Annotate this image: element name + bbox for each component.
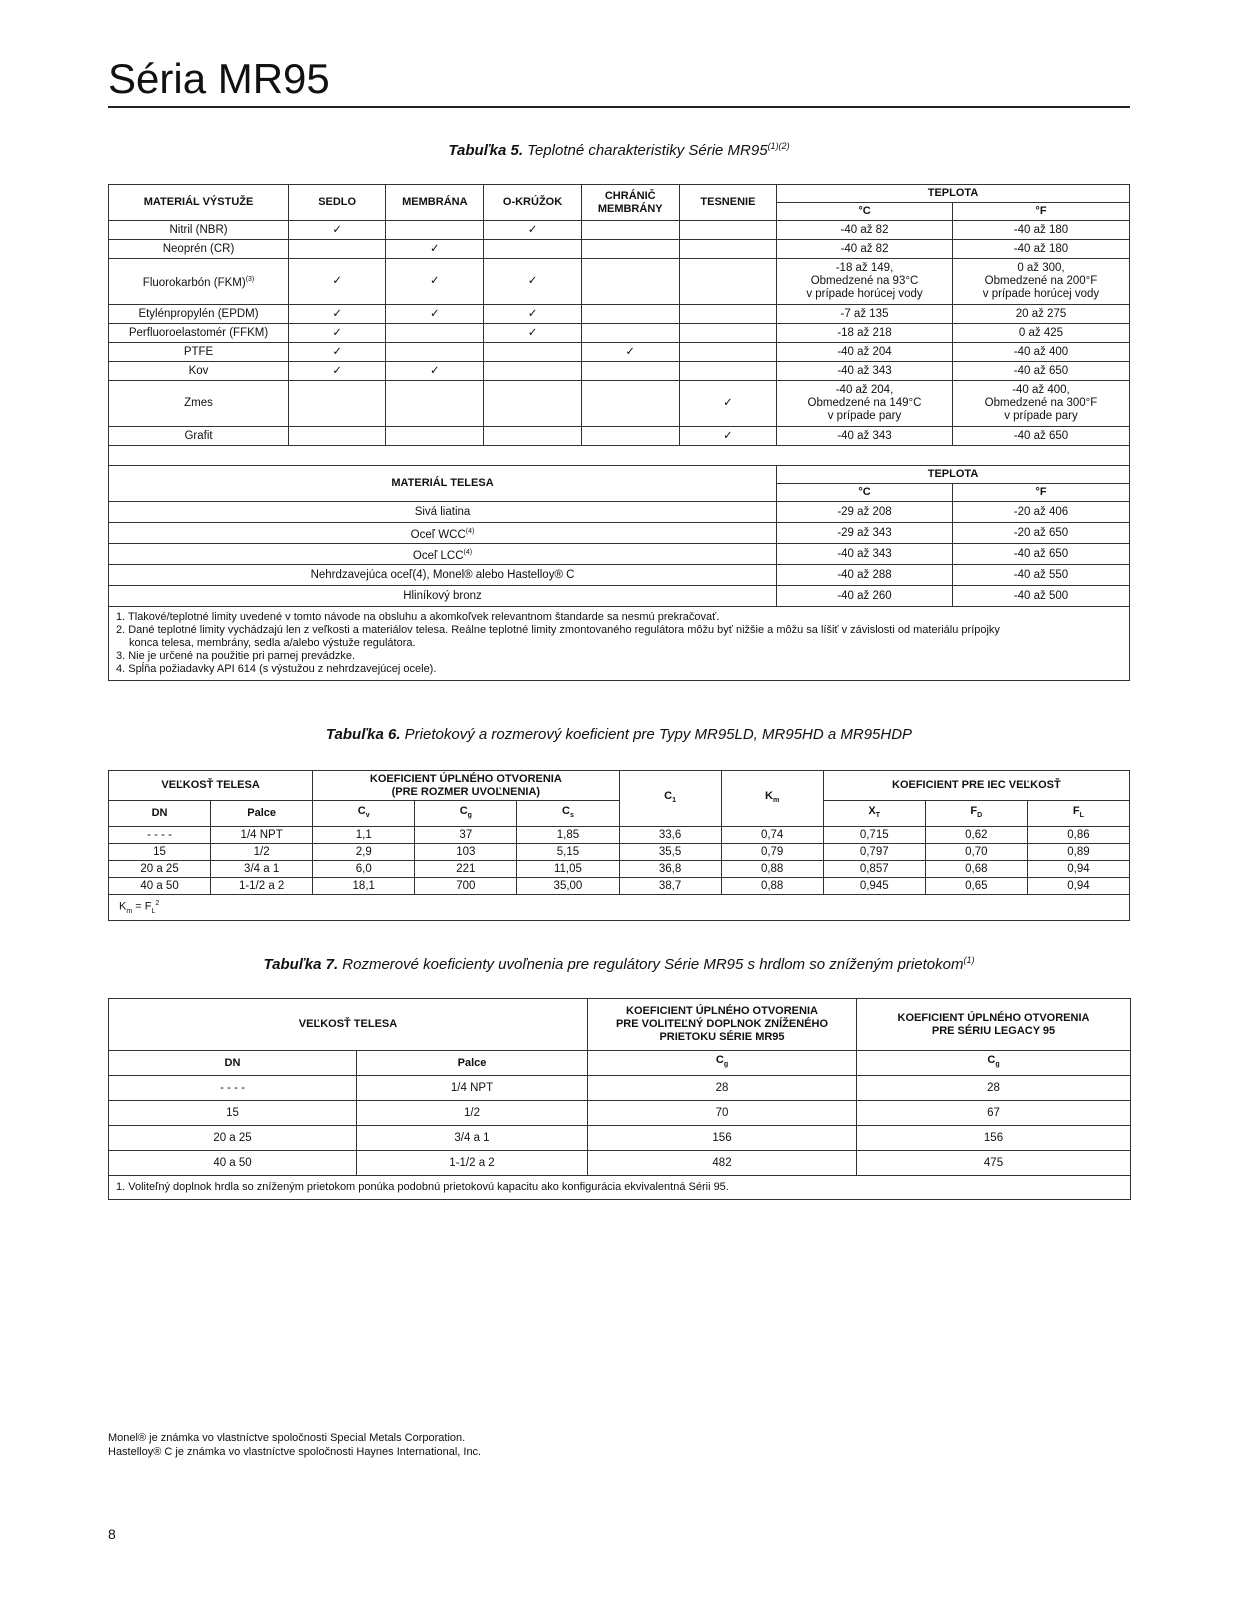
t5-temp-f: -40 až 180 <box>952 221 1129 240</box>
check-icon: ✓ <box>430 364 440 377</box>
t6-cell: 1,85 <box>517 827 619 844</box>
t5-temp-c: -40 až 82 <box>777 221 953 240</box>
t5-material-cell <box>109 259 289 305</box>
t5-mark-cell <box>679 324 776 343</box>
t5-header-membrana: MEMBRÁNA <box>386 185 484 221</box>
t5-mark-cell <box>289 343 386 362</box>
check-icon: ✓ <box>332 307 342 320</box>
t5-body <box>109 221 1130 446</box>
page-number: 8 <box>108 1526 116 1542</box>
t5-body-material <box>109 523 777 544</box>
t5-mark-cell <box>484 381 581 427</box>
t5-mark-cell <box>484 240 581 259</box>
t5-body-material <box>109 502 777 523</box>
t5-body-temp-c: -29 až 208 <box>777 502 953 523</box>
table-row <box>109 861 1130 878</box>
t5-temp-f: 0 až 425 <box>952 324 1129 343</box>
table-row <box>109 343 1130 362</box>
check-icon: ✓ <box>625 345 636 358</box>
t5-body-temp-f: -40 až 650 <box>952 544 1129 565</box>
t5-material-name: Grafit <box>184 429 213 442</box>
t5-header-c: °C <box>777 203 953 221</box>
t6-cell: 38,7 <box>619 878 721 895</box>
t5-temp-c: -18 až 218 <box>777 324 953 343</box>
t5-body-header-c: °C <box>777 484 953 502</box>
t5-note-line: 4. Spĺňa požiadavky API 614 (s výstužou z nehrdzavejúcej ocele). <box>116 663 437 675</box>
t5-body-material-name: Oceľ LCC <box>412 549 464 562</box>
check-icon: ✓ <box>332 364 342 377</box>
t5-mark-cell <box>581 240 679 259</box>
table7-caption-sup: (1) <box>963 955 975 965</box>
t7-cell: 67 <box>857 1101 1131 1126</box>
table5-caption <box>108 141 1130 159</box>
t5-header-teplota: TEPLOTA <box>777 185 1130 203</box>
t5-temp-f: 0 až 300, Obmedzené na 200°F v prípade horúcej vody <box>952 259 1129 305</box>
t6-header-cs: $C_s$ <box>517 801 619 827</box>
check-icon: ✓ <box>332 223 342 236</box>
t5-mark-cell <box>484 221 581 240</box>
t7-header-cg-legacy: $C_g$ <box>857 1051 1131 1076</box>
t5-mark-cell <box>484 343 581 362</box>
t5-material-cell <box>109 305 289 324</box>
t6-cell: 36,8 <box>619 861 721 878</box>
t5-temp-f: 20 až 275 <box>952 305 1129 324</box>
t5-header-material: MATERIÁL VÝSTUŽE <box>109 185 289 221</box>
t6-header-iec: KOEFICIENT PRE IEC VEĽKOSŤ <box>823 771 1129 801</box>
table-row <box>109 502 1130 523</box>
t5-material-name: Fluorokarbón (FKM) <box>142 276 246 289</box>
table-row <box>109 1151 1131 1176</box>
t5-mark-cell <box>679 240 776 259</box>
t5-temp-f: -40 až 180 <box>952 240 1129 259</box>
t6-cell: 0,94 <box>1027 878 1129 895</box>
t7-header-dn: DN <box>109 1051 357 1076</box>
t5-body-material <box>109 586 777 607</box>
t5-note-line: 3. Nie je určené na použitie pri parnej prevádzke. <box>116 650 356 662</box>
t5-temp-f: -40 až 400 <box>952 343 1129 362</box>
t5-body-temp-c: -40 až 288 <box>777 565 953 586</box>
t5-note-line: konca telesa, membrány, sedla a/alebo výstuže regulátora. <box>129 637 416 649</box>
t5-material-cell <box>109 343 289 362</box>
t5-mark-cell <box>386 324 484 343</box>
t7-body <box>109 1076 1131 1176</box>
t6-cell: 18,1 <box>313 878 415 895</box>
check-icon: ✓ <box>430 307 440 320</box>
t5-body-temp-f: -20 až 650 <box>952 523 1129 544</box>
t6-cell: 0,857 <box>823 861 925 878</box>
table5 <box>108 184 1130 681</box>
t7-cell: 475 <box>857 1151 1131 1176</box>
t5-temp-c: -40 až 343 <box>777 362 953 381</box>
t7-cell: 28 <box>588 1076 857 1101</box>
t5-mark-cell <box>581 259 679 305</box>
t5-mark-cell <box>679 343 776 362</box>
check-icon: ✓ <box>723 429 733 442</box>
t6-fl-sub: L <box>1079 812 1084 820</box>
check-icon: ✓ <box>430 242 440 255</box>
t6-header-fd: $F_D$ <box>925 801 1027 827</box>
t5-notes <box>109 607 1130 681</box>
t6-cell: 0,89 <box>1027 844 1129 861</box>
t6-cell: 0,94 <box>1027 861 1129 878</box>
t7-cell: 40 a 50 <box>109 1151 357 1176</box>
table-row <box>109 878 1130 895</box>
t5-body-material <box>109 565 777 586</box>
t7-header-opt: KOEFICIENT ÚPLNÉHO OTVORENIA PRE VOLITEĽNÝ DOPLNOK ZNÍŽENÉHO PRIETOKU SÉRIE MR95 <box>588 999 857 1051</box>
t5-body-temp-f: -40 až 550 <box>952 565 1129 586</box>
t5-mark-cell <box>581 381 679 427</box>
table6-caption-text: Prietokový a rozmerový koeficient pre Typy MR95LD, MR95HD a MR95HDP <box>404 726 913 743</box>
t5-body-material-sup: (4) <box>465 527 475 535</box>
t5-mark-cell <box>679 381 776 427</box>
t5-body-material-name: Nehrdzavejúca oceľ(4), Monel® alebo Hastelloy® C <box>310 568 575 581</box>
page-title: Séria MR95 <box>108 55 330 102</box>
table5-caption-sup: (1)(2) <box>767 141 790 151</box>
t6-header-xt: $X_T$ <box>823 801 925 827</box>
t6-c1-sub: 1 <box>672 797 676 805</box>
check-icon: ✓ <box>723 397 733 409</box>
t5-mark-cell <box>289 259 386 305</box>
t5-mark-cell <box>386 240 484 259</box>
t6-cell: 0,945 <box>823 878 925 895</box>
t6-xt-sub: T <box>875 812 881 820</box>
t6-cg-sub: g <box>467 812 472 820</box>
t6-cell: 33,6 <box>619 827 721 844</box>
t5-header-chranic: CHRÁNIČ MEMBRÁNY <box>581 185 679 221</box>
t5-material-name: Etylénpropylén (EPDM) <box>138 307 259 320</box>
t5-body-temp-c: -40 až 343 <box>777 544 953 565</box>
t5-mark-cell <box>484 324 581 343</box>
t7-cell: - - - - <box>109 1076 357 1101</box>
table6 <box>108 770 1130 921</box>
t6-cell: 35,5 <box>619 844 721 861</box>
t6-header-size: VEĽKOSŤ TELESA <box>109 771 313 801</box>
t5-temp-f: -40 až 650 <box>952 427 1129 446</box>
t7-cell: 28 <box>857 1076 1131 1101</box>
t5-temp-c: -40 až 343 <box>777 427 953 446</box>
t5-material-cell <box>109 362 289 381</box>
t5-spacer <box>109 446 1130 466</box>
table-row <box>109 381 1130 427</box>
t5-material-name: Kov <box>188 364 209 377</box>
table-row <box>109 221 1130 240</box>
t5-temp-c: -18 až 149, Obmedzené na 93°C v prípade horúcej vody <box>777 259 953 305</box>
t5-body-rows <box>109 502 1130 607</box>
t7-header-size: VEĽKOSŤ TELESA <box>109 999 588 1051</box>
table6-caption <box>108 726 1130 743</box>
t7-cell: 156 <box>588 1126 857 1151</box>
t6-cell: 0,74 <box>721 827 823 844</box>
t6-cell: 0,797 <box>823 844 925 861</box>
t5-mark-cell <box>386 381 484 427</box>
t6-cell: 0,68 <box>925 861 1027 878</box>
t6-header-km: $K_m$ <box>721 771 823 827</box>
t6-cell: 103 <box>415 844 517 861</box>
t7-cell: 70 <box>588 1101 857 1126</box>
t5-mark-cell <box>386 305 484 324</box>
t5-body-material-name: Sivá liatina <box>414 505 471 518</box>
t7-cell: 1-1/2 a 2 <box>357 1151 588 1176</box>
t5-material-cell <box>109 324 289 343</box>
t6-cell: 1/4 NPT <box>211 827 313 844</box>
t6-cell: 0,79 <box>721 844 823 861</box>
t5-header-f: °F <box>952 203 1129 221</box>
t5-mark-cell <box>581 343 679 362</box>
t6-fd-sub: D <box>977 812 983 820</box>
t5-header-sedlo: SEDLO <box>289 185 386 221</box>
check-icon: ✓ <box>332 345 342 358</box>
t5-body-temp-c: -40 až 260 <box>777 586 953 607</box>
t6-cell: 1/2 <box>211 844 313 861</box>
t6-header-palce: Palce <box>211 801 313 827</box>
t6-header-cg: $C_g$ <box>415 801 517 827</box>
t5-temp-c: -40 až 82 <box>777 240 953 259</box>
t5-header-tesnenie: TESNENIE <box>679 185 776 221</box>
t6-cell: 221 <box>415 861 517 878</box>
t6-cell: 15 <box>109 844 211 861</box>
footer-hastelloy: Hastelloy® C je známka vo vlastníctve spoločnosti Haynes International, Inc. <box>108 1446 482 1458</box>
t6-cell: 0,88 <box>721 861 823 878</box>
t5-mark-cell <box>581 362 679 381</box>
table7-caption <box>108 955 1130 973</box>
table-row <box>109 427 1130 446</box>
t6-header-cv: $C_v$ <box>313 801 415 827</box>
t5-mark-cell <box>289 381 386 427</box>
t5-note-line: 1. Tlakové/teplotné limity uvedené v tomto návode na obsluhu a akomkoľvek relevantnom štandarde sa nesmú prekračovať. <box>116 611 720 623</box>
table-row <box>109 362 1130 381</box>
t6-header-dn: DN <box>109 801 211 827</box>
title-rule <box>108 106 1130 108</box>
t5-body-temp-f: -20 až 406 <box>952 502 1129 523</box>
t6-note-sub-m: m <box>126 907 133 915</box>
t6-cs-sub: s <box>569 812 574 820</box>
check-icon: ✓ <box>332 326 342 339</box>
t6-cell: 1,1 <box>313 827 415 844</box>
t7-cell: 20 a 25 <box>109 1126 357 1151</box>
trademark-footer <box>108 1431 481 1459</box>
t7-note: 1. Voliteľný doplnok hrdla so zníženým prietokom ponúka podobnú prietokovú kapacitu ako konfigurácia ekvivalentná Sérii 95. <box>109 1176 1131 1200</box>
t5-material-name: Zmes <box>184 397 213 409</box>
t6-header-koef: KOEFICIENT ÚPLNÉHO OTVORENIA (PRE ROZMER UVOĽNENIA) <box>313 771 619 801</box>
table-row <box>109 1126 1131 1151</box>
t6-cell: 37 <box>415 827 517 844</box>
t5-mark-cell <box>289 362 386 381</box>
t6-cell: 700 <box>415 878 517 895</box>
table-row <box>109 1101 1131 1126</box>
t5-temp-f: -40 až 650 <box>952 362 1129 381</box>
t5-material-name: Neoprén (CR) <box>162 242 235 255</box>
t6-header-c1: $C_1$ <box>619 771 721 827</box>
t6-cell: 11,05 <box>517 861 619 878</box>
t5-mark-cell <box>386 427 484 446</box>
t5-mark-cell <box>484 259 581 305</box>
t7-cell: 3/4 a 1 <box>357 1126 588 1151</box>
t6-cell: 0,70 <box>925 844 1027 861</box>
table-row <box>109 240 1130 259</box>
t5-body-material <box>109 544 777 565</box>
t7-cell: 1/4 NPT <box>357 1076 588 1101</box>
t5-mark-cell <box>484 362 581 381</box>
t5-mark-cell <box>581 305 679 324</box>
t7-header-cg-opt: $C_g$ <box>588 1051 857 1076</box>
table-row <box>109 305 1130 324</box>
t5-mark-cell <box>386 362 484 381</box>
t5-mark-cell <box>289 240 386 259</box>
t5-body-material-section <box>109 446 1130 502</box>
table7 <box>108 998 1131 1200</box>
table-row <box>109 844 1130 861</box>
t5-body-material-name: Hliníkový bronz <box>403 589 482 602</box>
t6-cell: 0,65 <box>925 878 1027 895</box>
table-row <box>109 544 1130 565</box>
t5-mark-cell <box>484 305 581 324</box>
check-icon: ✓ <box>527 223 538 236</box>
t7-cell: 482 <box>588 1151 857 1176</box>
t5-mark-cell <box>289 305 386 324</box>
t5-material-name: Nitril (NBR) <box>169 223 228 236</box>
t5-mark-cell <box>581 324 679 343</box>
t5-body-header-f: °F <box>952 484 1129 502</box>
t6-cell: 1-1/2 a 2 <box>211 878 313 895</box>
t7-cell: 1/2 <box>357 1101 588 1126</box>
t5-mark-cell <box>386 259 484 305</box>
t6-cell: 0,86 <box>1027 827 1129 844</box>
t6-body <box>109 827 1130 895</box>
t6-note: $K_m = F_L^2$ <box>109 895 1130 921</box>
t5-temp-c: -40 až 204 <box>777 343 953 362</box>
t6-cell: 0,88 <box>721 878 823 895</box>
table-row <box>109 259 1130 305</box>
table-row <box>109 586 1130 607</box>
check-icon: ✓ <box>527 275 538 287</box>
t6-cell: 2,9 <box>313 844 415 861</box>
t5-material-name: PTFE <box>183 345 214 358</box>
t5-mark-cell <box>386 221 484 240</box>
t6-cell: 40 a 50 <box>109 878 211 895</box>
t5-mark-cell <box>679 427 776 446</box>
check-icon: ✓ <box>332 275 342 287</box>
t6-cell: 0,62 <box>925 827 1027 844</box>
t7-header-legacy: KOEFICIENT ÚPLNÉHO OTVORENIA PRE SÉRIU LEGACY 95 <box>857 999 1131 1051</box>
t5-material-sup: (3) <box>245 276 255 284</box>
check-icon: ✓ <box>527 307 538 320</box>
t5-mark-cell <box>581 427 679 446</box>
table5-caption-text: Teplotné charakteristiky Série MR95 <box>527 142 768 159</box>
t5-mark-cell <box>679 305 776 324</box>
t6-cell: 5,15 <box>517 844 619 861</box>
t6-note-sub-l: L <box>151 907 156 915</box>
t5-body-material-sup: (4) <box>463 548 473 556</box>
t5-mark-cell <box>581 221 679 240</box>
t5-body-header-teplota: TEPLOTA <box>777 466 1130 484</box>
t5-mark-cell <box>484 427 581 446</box>
t5-body-temp-c: -29 až 343 <box>777 523 953 544</box>
t6-cell: 35,00 <box>517 878 619 895</box>
t5-material-name: Perfluoroelastomér (FFKM) <box>128 326 269 339</box>
t5-material-cell <box>109 427 289 446</box>
table7-label: Tabuľka 7. <box>263 956 339 973</box>
check-icon: ✓ <box>430 275 440 287</box>
t5-body-temp-f: -40 až 500 <box>952 586 1129 607</box>
t5-material-cell <box>109 240 289 259</box>
t6-cell: 6,0 <box>313 861 415 878</box>
t6-cell: - - - - <box>109 827 211 844</box>
t5-mark-cell <box>679 259 776 305</box>
t5-mark-cell <box>679 221 776 240</box>
footer-monel: Monel® je známka vo vlastníctve spoločnosti Special Metals Corporation. <box>108 1432 466 1444</box>
t5-mark-cell <box>679 362 776 381</box>
t5-body-header: MATERIÁL TELESA <box>109 466 777 502</box>
t6-cell: 3/4 a 1 <box>211 861 313 878</box>
table-row <box>109 827 1130 844</box>
t5-body-material-name: Oceľ WCC <box>410 528 466 541</box>
t5-temp-f: -40 až 400, Obmedzené na 300°F v prípade pary <box>952 381 1129 427</box>
table5-label: Tabuľka 5. <box>448 142 523 159</box>
t6-header-fl: $F_L$ <box>1027 801 1129 827</box>
t5-note-line: 2. Dané teplotné limity vychádzajú len z veľkosti a materiálov telesa. Reálne teplotné limity zmontovaného regulátora môžu byť nižšie a môžu sa líšiť v závislosti od materiálu prípojky <box>116 624 1000 636</box>
table-row <box>109 324 1130 343</box>
t6-note-sup: 2 <box>155 900 160 907</box>
table-row <box>109 1076 1131 1101</box>
t5-material-cell <box>109 221 289 240</box>
t7-cell: 15 <box>109 1101 357 1126</box>
t5-temp-c: -40 až 204, Obmedzené na 149°C v prípade pary <box>777 381 953 427</box>
table7-caption-text: Rozmerové koeficienty uvoľnenia pre regulátory Série MR95 s hrdlom so zníženým prietokom <box>342 956 964 973</box>
t5-material-cell <box>109 381 289 427</box>
t5-header-okruzok: O-KRÚŽOK <box>484 185 581 221</box>
t6-cell: 0,715 <box>823 827 925 844</box>
t7-cell: 156 <box>857 1126 1131 1151</box>
t6-km-sub: m <box>773 797 780 805</box>
t5-mark-cell <box>289 221 386 240</box>
t5-mark-cell <box>289 324 386 343</box>
t5-mark-cell <box>386 343 484 362</box>
t7-cg-opt-sub: g <box>723 1061 729 1069</box>
t7-cg-legacy-sub: g <box>995 1061 1000 1069</box>
table6-label: Tabuľka 6. <box>325 726 401 743</box>
t5-mark-cell <box>289 427 386 446</box>
t6-cv-sub: v <box>365 812 370 820</box>
t7-header-palce: Palce <box>357 1051 588 1076</box>
check-icon: ✓ <box>527 326 538 339</box>
t6-cell: 20 a 25 <box>109 861 211 878</box>
table-row <box>109 523 1130 544</box>
t5-temp-c: -7 až 135 <box>777 305 953 324</box>
table-row <box>109 565 1130 586</box>
